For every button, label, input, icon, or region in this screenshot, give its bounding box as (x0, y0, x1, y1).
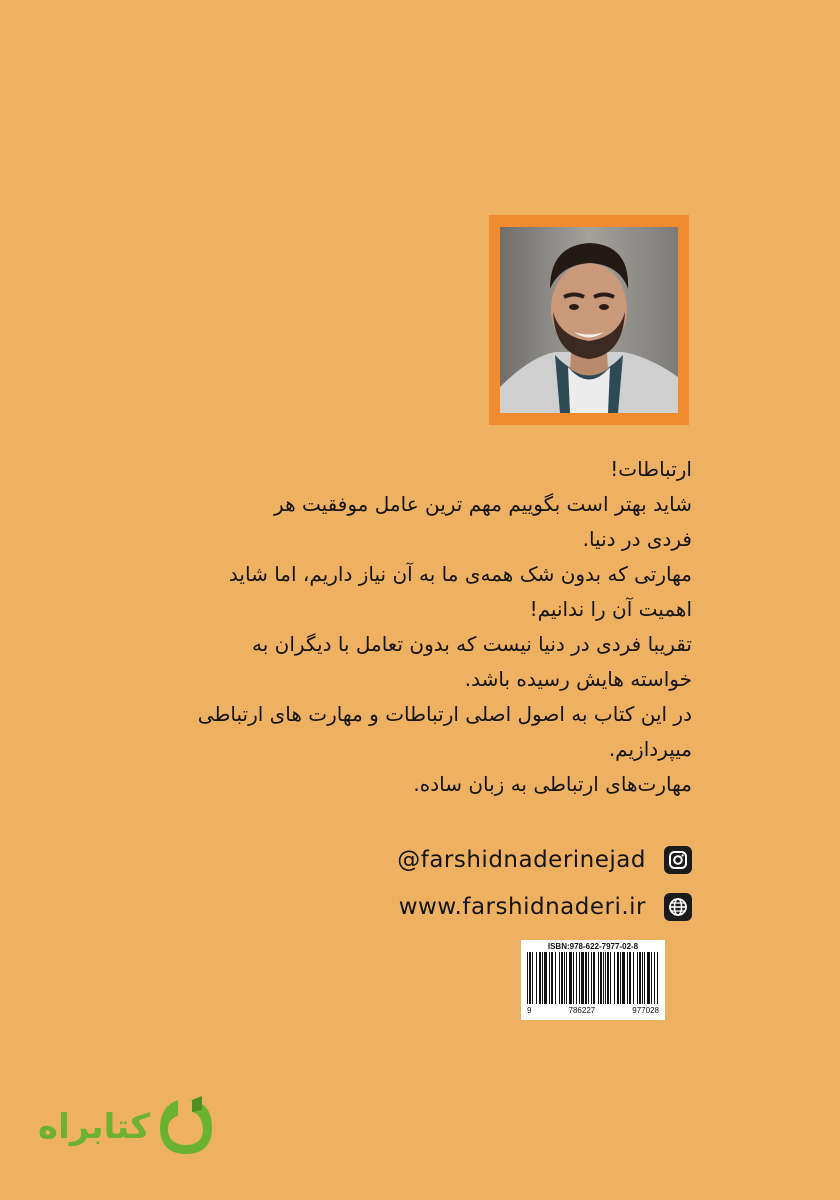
blurb-line: فردی در دنیا. (582, 527, 692, 551)
blurb-line: خواسته هایش رسیده باشد. (464, 667, 692, 691)
blurb-line: شاید بهتر است بگوییم مهم ترین عامل موفقیت هر (274, 492, 692, 516)
instagram-handle[interactable]: @farshidnaderinejad (397, 847, 646, 873)
isbn-digits-right: 977028 (632, 1006, 659, 1015)
blurb-line: مهارت‌های ارتباطی به زبان ساده. (413, 772, 692, 796)
publisher-logo (38, 1092, 218, 1162)
author-portrait-icon (500, 227, 678, 413)
blurb-line: ارتباطات! (610, 457, 692, 481)
barcode-bars-icon (525, 952, 661, 1004)
author-photo (500, 227, 678, 413)
back-cover-blurb (100, 452, 692, 802)
isbn-digits (525, 1006, 661, 1016)
isbn-digits-left: 786227 (568, 1006, 596, 1015)
website-contact[interactable] (92, 890, 692, 924)
instagram-contact[interactable] (92, 843, 692, 877)
publisher-name: کتابراه (38, 1107, 151, 1147)
isbn-label: ISBN:978-622-7977-02-8 (547, 942, 639, 951)
blurb-line: مهارتی که بدون شک همه‌ی ما به آن نیاز داریم، اما شاید (228, 562, 692, 586)
author-photo-frame (489, 215, 689, 425)
blurb-line: اهمیت آن را ندانیم! (529, 597, 692, 621)
isbn-barcode (521, 940, 665, 1020)
instagram-icon (664, 846, 692, 874)
publisher-logo-icon (156, 1096, 216, 1158)
blurb-line: تقریبا فردی در دنیا نیست که بدون تعامل با دیگران به (252, 632, 692, 656)
globe-icon (664, 893, 692, 921)
isbn-digit-lead: 9 (527, 1006, 532, 1015)
website-url[interactable]: www.farshidnaderi.ir (398, 894, 646, 920)
blurb-line: میپردازیم. (608, 737, 692, 761)
blurb-line: در این کتاب به اصول اصلی ارتباطات و مهارت های ارتباطی (197, 702, 692, 726)
